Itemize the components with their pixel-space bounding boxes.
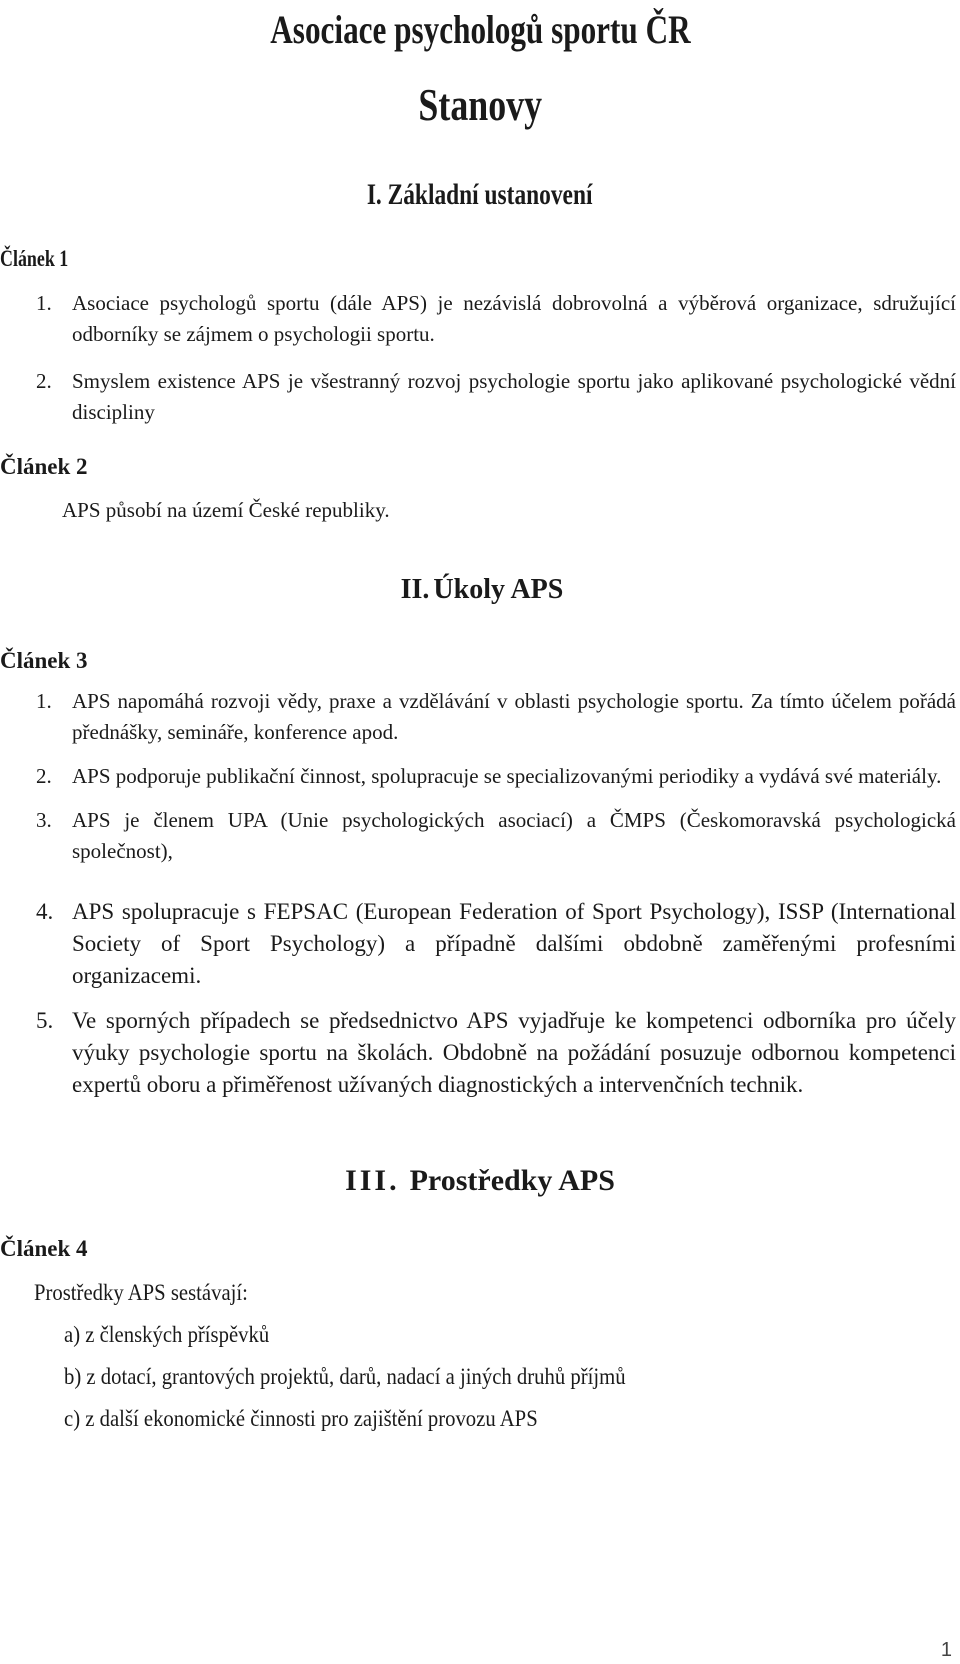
article-2-heading: Článek 2 <box>0 454 88 479</box>
list-item: 2. Smyslem existence APS je všestranný rozvoj psychologie sportu jako aplikované psychologické vědní discipliny <box>36 369 956 424</box>
article-4-item-b: b) z dotací, grantových projektů, darů, nadací a jiných druhů příjmů <box>64 1364 626 1389</box>
document-title: Stanovy <box>418 79 542 130</box>
article-4-intro: Prostředky APS sestávají: <box>34 1280 248 1305</box>
section-1-heading: I. Základní ustanovení <box>367 178 593 211</box>
article-4-item-a: a) z členských příspěvků <box>64 1322 270 1347</box>
organization-title: Asociace psychologů sportu ČR <box>269 7 691 52</box>
list-item: 1. Asociace psychologů sportu (dále APS) je nezávislá dobrovolná a výběrová organizace, sdružující odborníky se zájmem o psychologii sportu. <box>36 291 956 346</box>
list-item: 1. APS napomáhá rozvoji vědy, praxe a vzdělávání v oblasti psychologie sportu. Za tímto účelem pořádá přednášky, semináře, konference apod. <box>36 689 956 744</box>
article-1-heading: Článek 1 <box>0 246 69 271</box>
list-item: 4. APS spolupracuje s FEPSAC (European Federation of Sport Psychology), ISSP (International Society of Sport Psychology) a případně dalšími obdobně zaměřenými profesními organizacemi. <box>36 899 956 988</box>
article-3-heading: Článek 3 <box>0 648 88 673</box>
article-3-list-continued <box>36 896 956 1114</box>
section-3-heading: III. Prostředky APS <box>345 1164 615 1197</box>
list-item: 5. Ve sporných případech se předsednictvo APS vyjadřuje ke kompetenci odborníka pro účely výuky psychologie sportu na školách. Obdobně na požádání posuzuje odbornou kompetenci expertů oboru a přiměřenost užívaných diagnostických a intervenčních technik. <box>36 1008 956 1097</box>
article-3-list <box>36 686 956 880</box>
article-4-item-c: c) z další ekonomické činnosti pro zajištění provozu APS <box>64 1406 538 1431</box>
list-item: 2. APS podporuje publikační činnost, spolupracuje se specializovanými periodiky a vydává své materiály. <box>36 764 942 788</box>
article-4-heading: Článek 4 <box>0 1236 88 1261</box>
page-number: 1 <box>940 1639 952 1661</box>
article-2-text: APS působí na území České republiky. <box>62 498 390 522</box>
list-item: 3. APS je členem UPA (Unie psychologických asociací) a ČMPS (Českomoravská psychologická společnost), <box>36 808 956 863</box>
section-2-heading: II. Úkoly APS <box>400 574 564 605</box>
article-1-list <box>36 288 956 444</box>
